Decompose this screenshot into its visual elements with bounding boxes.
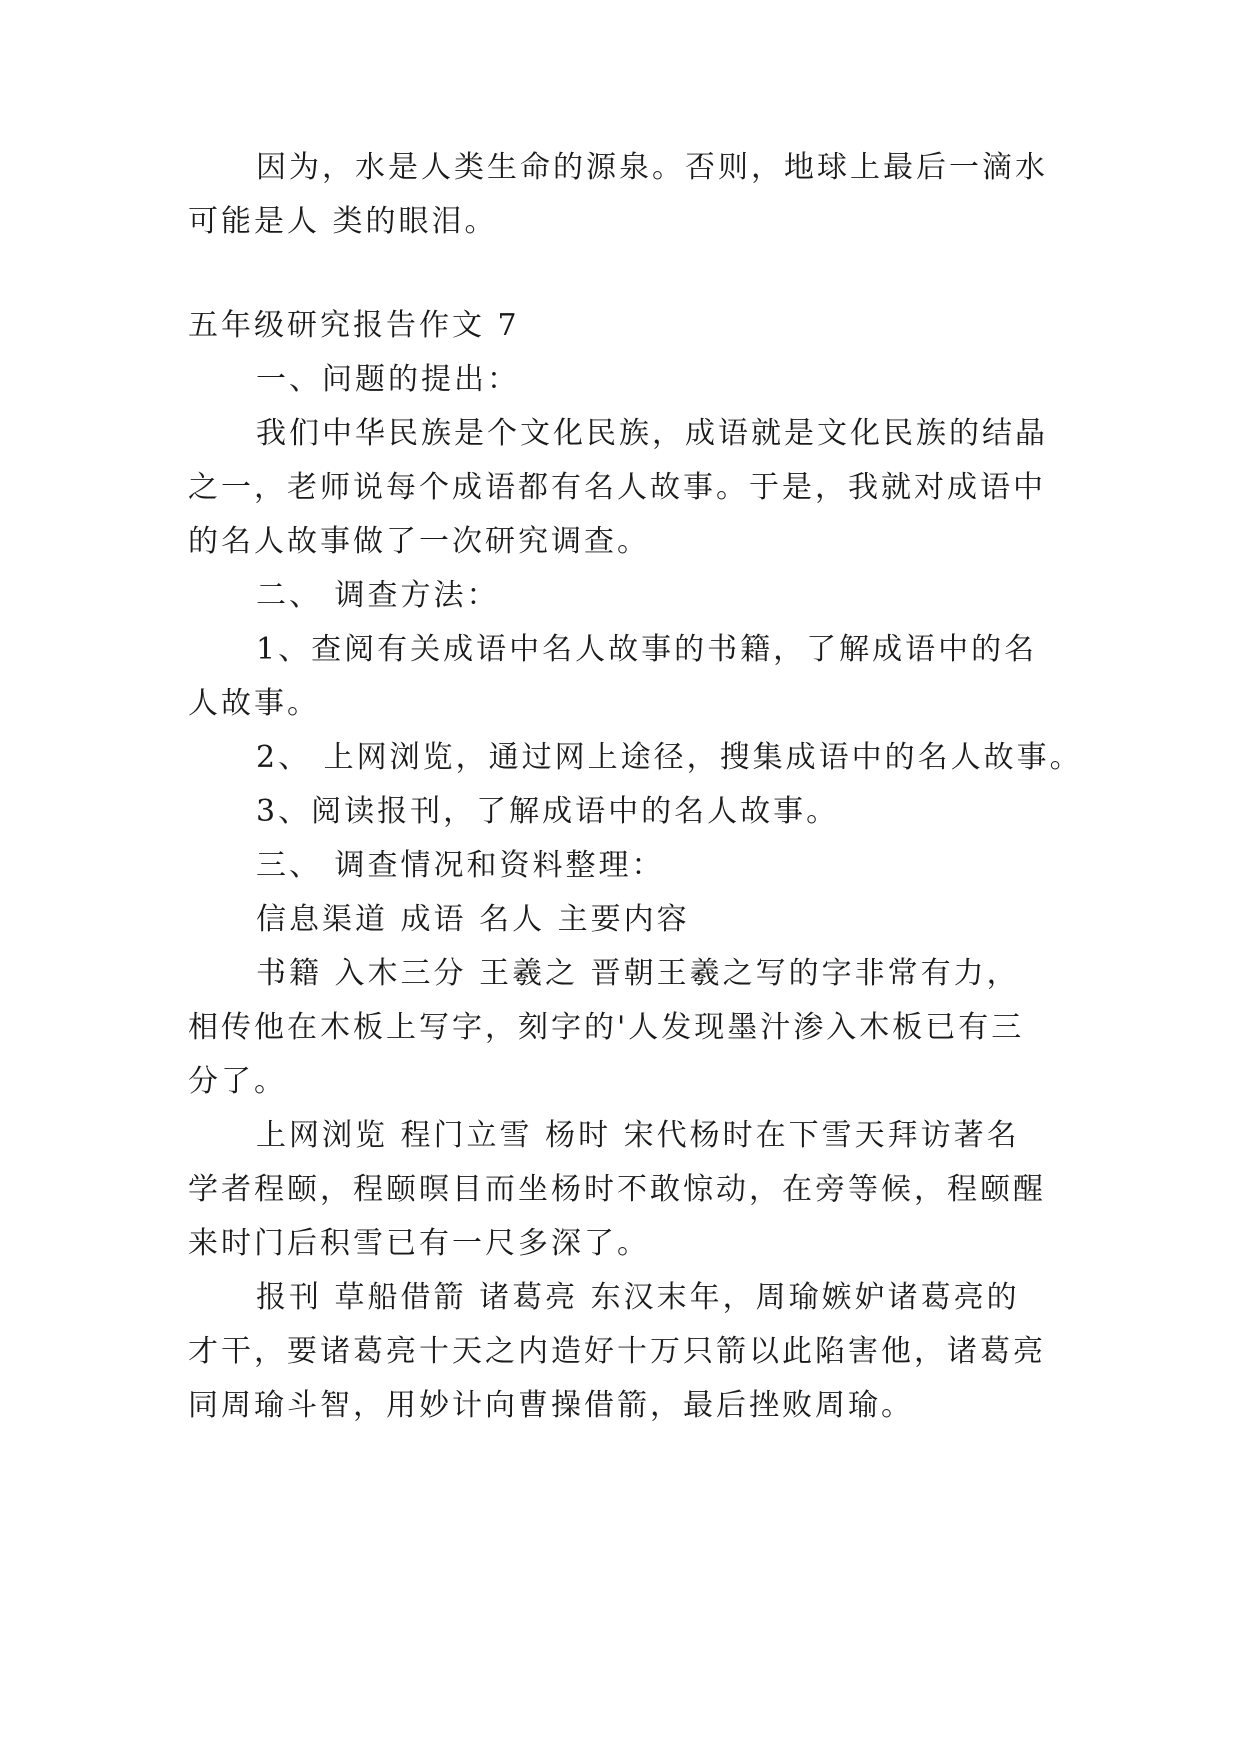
paragraph-line: 书籍 入木三分 王羲之 晋朝王羲之写的字非常有力， bbox=[256, 956, 1020, 991]
heading-method: 二、 调查方法： bbox=[256, 578, 500, 613]
list-item: 1、查阅有关成语中名人故事的书籍，了解成语中的名 bbox=[256, 632, 1038, 667]
paragraph-line: 同周瑜斗智，用妙计向曹操借箭，最后挫败周瑜。 bbox=[188, 1388, 914, 1423]
paragraph-line: 报刊 草船借箭 诸葛亮 东汉末年，周瑜嫉妒诸葛亮的 bbox=[256, 1280, 1020, 1315]
paragraph-line: 来时门后积雪已有一尺多深了。 bbox=[188, 1226, 650, 1261]
paragraph-line: 我们中华民族是个文化民族，成语就是文化民族的结晶 bbox=[256, 416, 1048, 451]
paragraph-line: 分了。 bbox=[188, 1064, 287, 1099]
list-item: 2、 上网浏览，通过网上途径，搜集成语中的名人故事。 bbox=[256, 740, 1083, 775]
list-item: 3、阅读报刊，了解成语中的名人故事。 bbox=[256, 794, 840, 829]
table-header-line: 信息渠道 成语 名人 主要内容 bbox=[256, 902, 690, 937]
heading-survey: 三、 调查情况和资料整理： bbox=[256, 848, 665, 883]
paragraph-line: 上网浏览 程门立雪 杨时 宋代杨时在下雪天拜访著名 bbox=[256, 1118, 1020, 1153]
paragraph-line: 的名人故事做了一次研究调查。 bbox=[188, 524, 650, 559]
paragraph-line: 才干，要诸葛亮十天之内造好十万只箭以此陷害他，诸葛亮 bbox=[188, 1334, 1046, 1369]
heading-problem: 一、问题的提出： bbox=[256, 362, 520, 397]
section-title: 五年级研究报告作文 7 bbox=[188, 308, 520, 343]
paragraph-line: 人故事。 bbox=[188, 686, 320, 721]
paragraph-line: 可能是人 类的眼泪。 bbox=[188, 204, 498, 239]
paragraph-line: 因为，水是人类生命的源泉。否则，地球上最后一滴水 bbox=[256, 150, 1048, 185]
paragraph-line: 之一，老师说每个成语都有名人故事。于是，我就对成语中 bbox=[188, 470, 1046, 505]
paragraph-line: 相传他在木板上写字，刻字的'人发现墨汁渗入木板已有三 bbox=[188, 1010, 1025, 1045]
paragraph-line: 学者程颐，程颐暝目而坐杨时不敢惊动，在旁等候，程颐醒 bbox=[188, 1172, 1046, 1207]
